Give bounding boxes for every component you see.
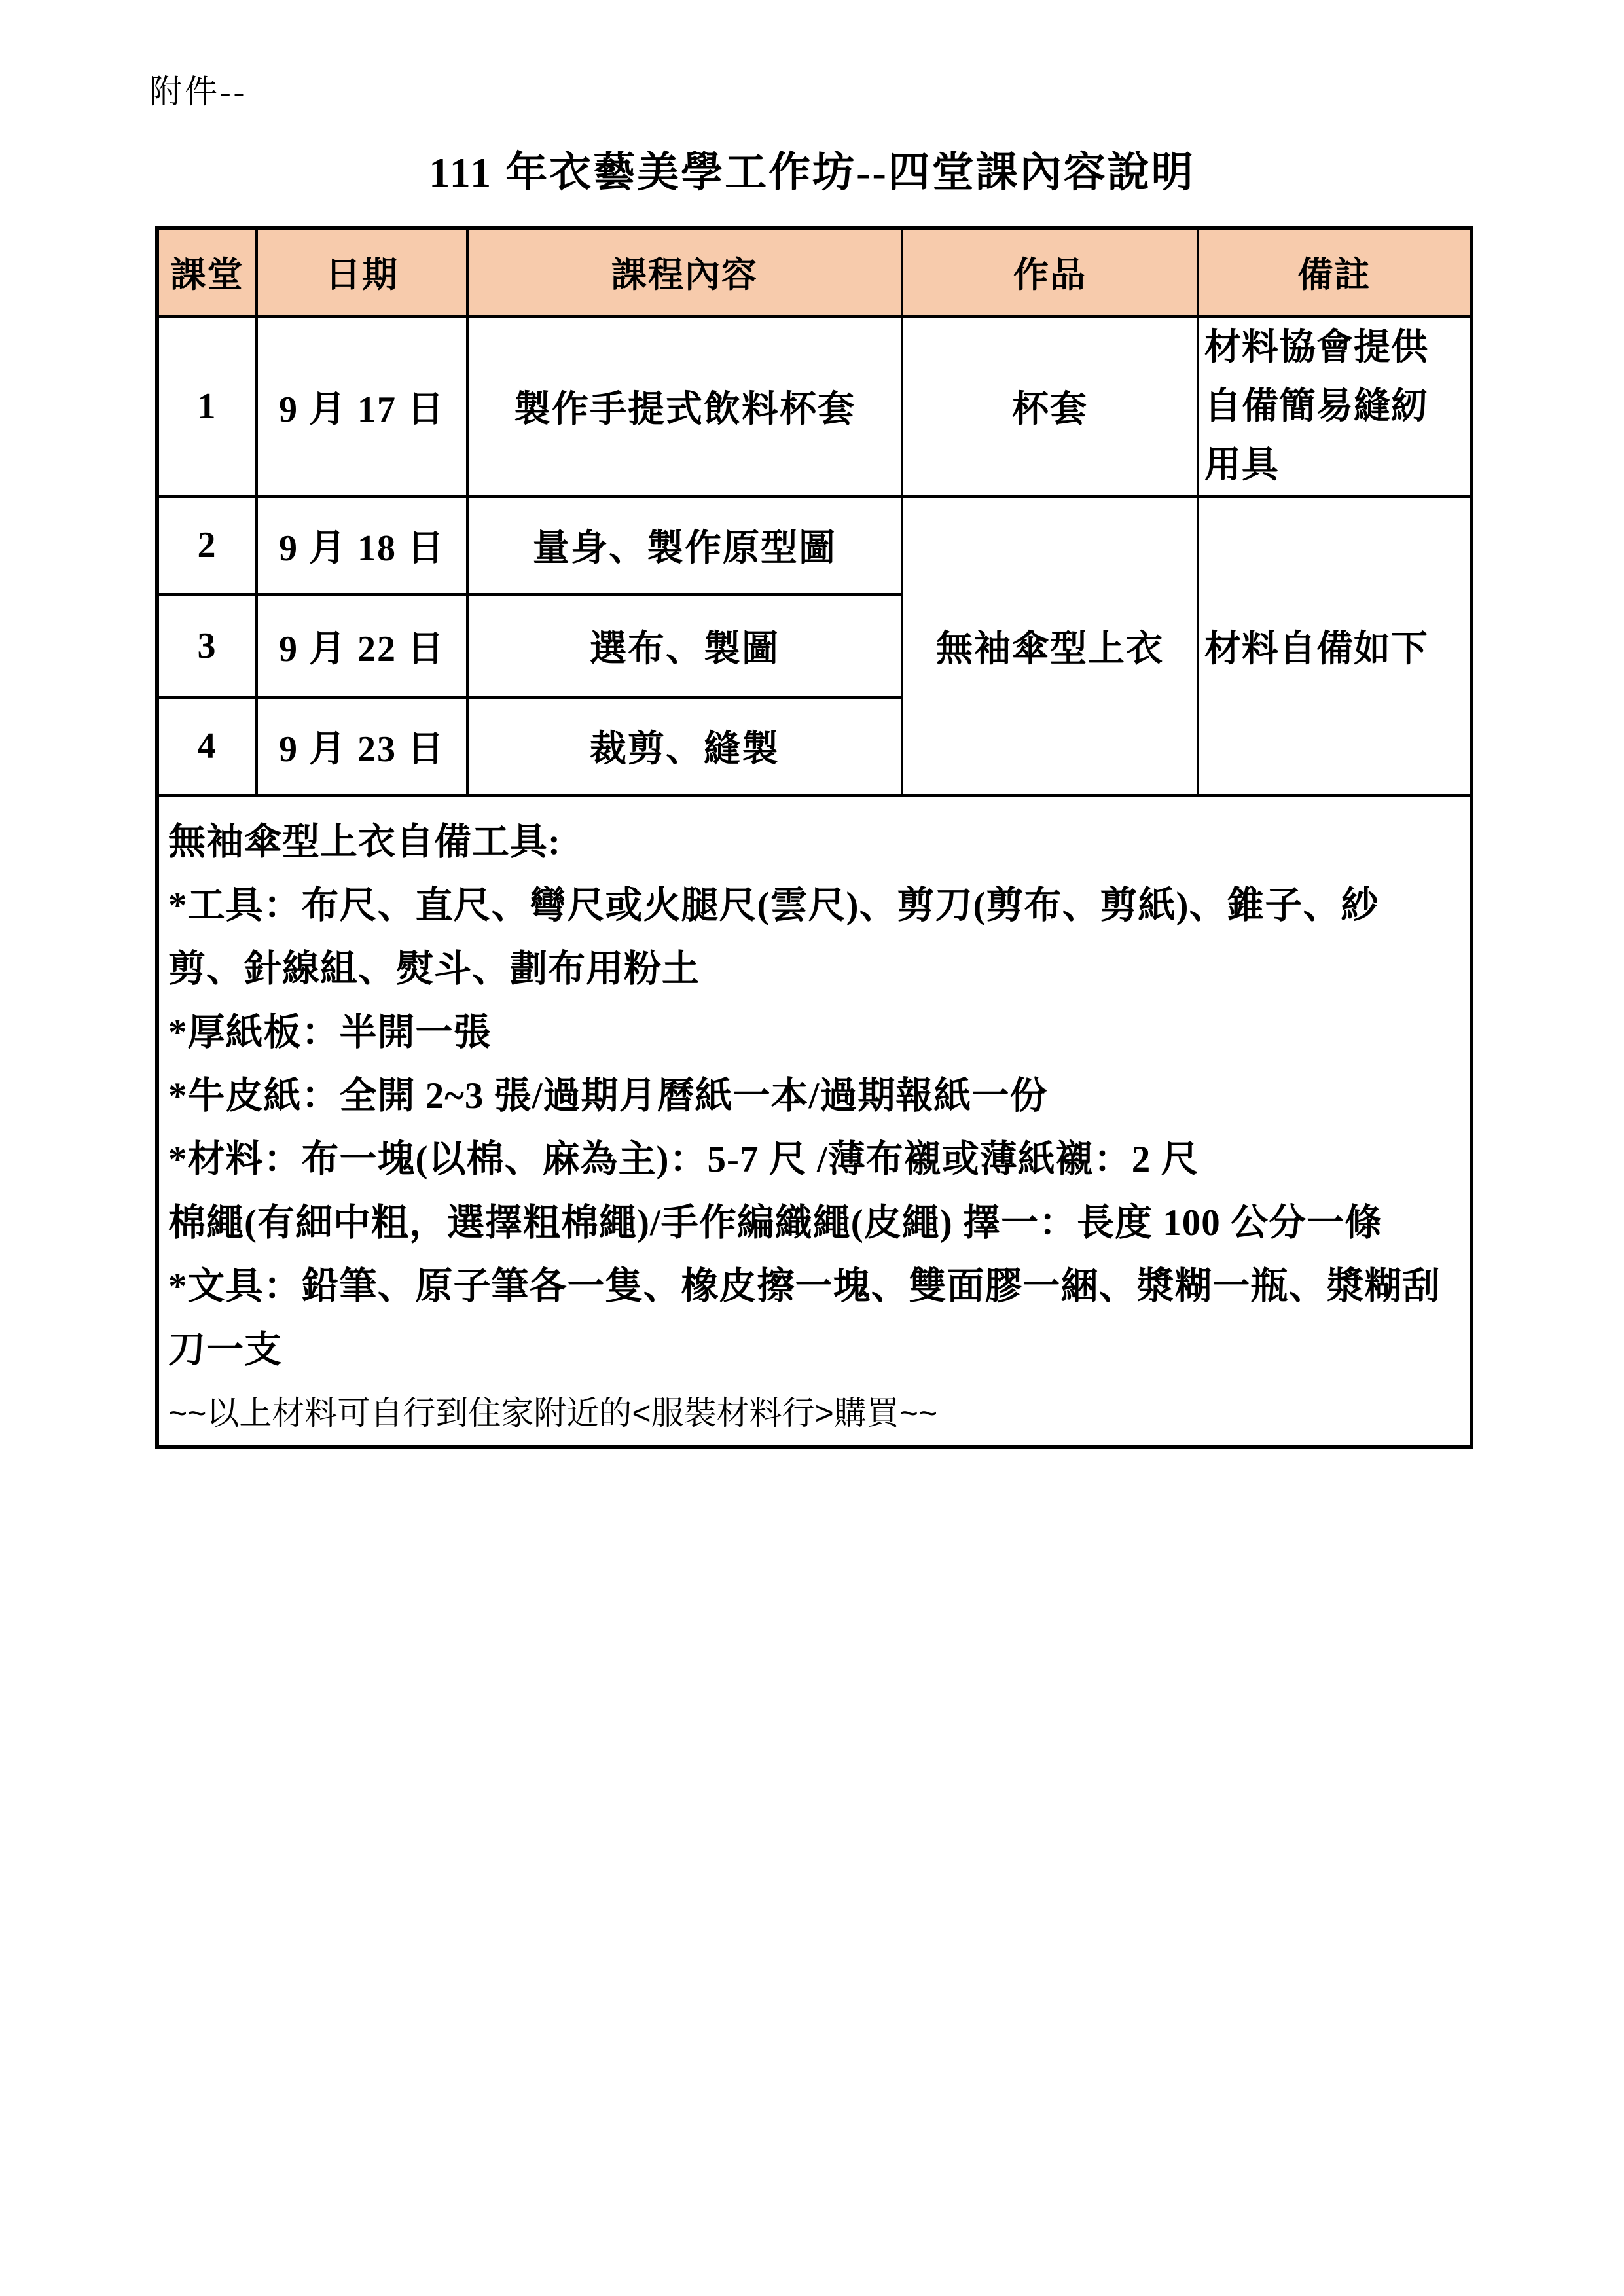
table-row	[157, 316, 1471, 496]
cell-class-no: 1	[157, 316, 257, 496]
cell-date: 9 月 17 日	[257, 316, 467, 496]
column-header-date: 日期	[257, 228, 467, 316]
cell-date: 9 月 23 日	[257, 697, 467, 795]
note-line: 剪、針線組、熨斗、劃布用粉土	[168, 948, 700, 990]
note-line: *厚紙板：半開一張	[168, 1011, 492, 1053]
note-line: *材料：布一塊(以棉、麻為主)：5-7 尺 /薄布襯或薄紙襯：2 尺	[168, 1138, 1199, 1180]
note-line: 刀一支	[168, 1329, 282, 1371]
cell-class-no: 4	[157, 697, 257, 795]
cell-class-no: 3	[157, 594, 257, 697]
cell-content: 選布、製圖	[467, 594, 902, 697]
remark-line: 自備簡易縫紉	[1204, 386, 1428, 427]
cell-work: 杯套	[902, 316, 1198, 496]
cell-work-merged: 無袖傘型上衣	[902, 496, 1198, 795]
purchase-hint-line: ~~以上材料可自行到住家附近的<服裝材料行>購買~~	[168, 1394, 938, 1431]
note-line: *牛皮紙：全開 2~3 張/過期月曆紙一本/過期報紙一份	[168, 1075, 1048, 1117]
table-header-row	[157, 228, 1471, 316]
cell-remark	[1198, 316, 1471, 496]
remark-line: 用具	[1204, 444, 1279, 486]
page-title: 111 年衣藝美學工作坊--四堂課內容說明	[429, 149, 1195, 196]
column-header-remark: 備註	[1198, 228, 1471, 316]
cell-content: 製作手提式飲料杯套	[467, 316, 902, 496]
note-line: *工具：布尺、直尺、彎尺或火腿尺(雲尺)、剪刀(剪布、剪紙)、錐子、紗	[168, 884, 1379, 926]
table-row	[157, 496, 1471, 594]
cell-date: 9 月 22 日	[257, 594, 467, 697]
materials-notes	[157, 795, 1471, 1447]
column-header-class: 課堂	[157, 228, 257, 316]
remark-line: 材料協會提供	[1204, 327, 1428, 368]
column-header-work: 作品	[902, 228, 1198, 316]
note-line: 棉繩(有細中粗，選擇粗棉繩)/手作編織繩(皮繩) 擇一：長度 100 公分一條	[168, 1202, 1383, 1244]
note-line: 無袖傘型上衣自備工具:	[168, 821, 561, 863]
materials-notes-row	[157, 795, 1471, 1447]
cell-content: 裁剪、縫製	[467, 697, 902, 795]
column-header-content: 課程內容	[467, 228, 902, 316]
cell-content: 量身、製作原型圖	[467, 496, 902, 594]
cell-class-no: 2	[157, 496, 257, 594]
course-table	[155, 226, 1473, 1449]
note-line: *文具：鉛筆、原子筆各一隻、橡皮擦一塊、雙面膠一綑、漿糊一瓶、漿糊刮	[168, 1265, 1441, 1307]
cell-remark-merged: 材料自備如下	[1198, 496, 1471, 795]
attachment-label: 附件--	[149, 73, 247, 110]
cell-date: 9 月 18 日	[257, 496, 467, 594]
